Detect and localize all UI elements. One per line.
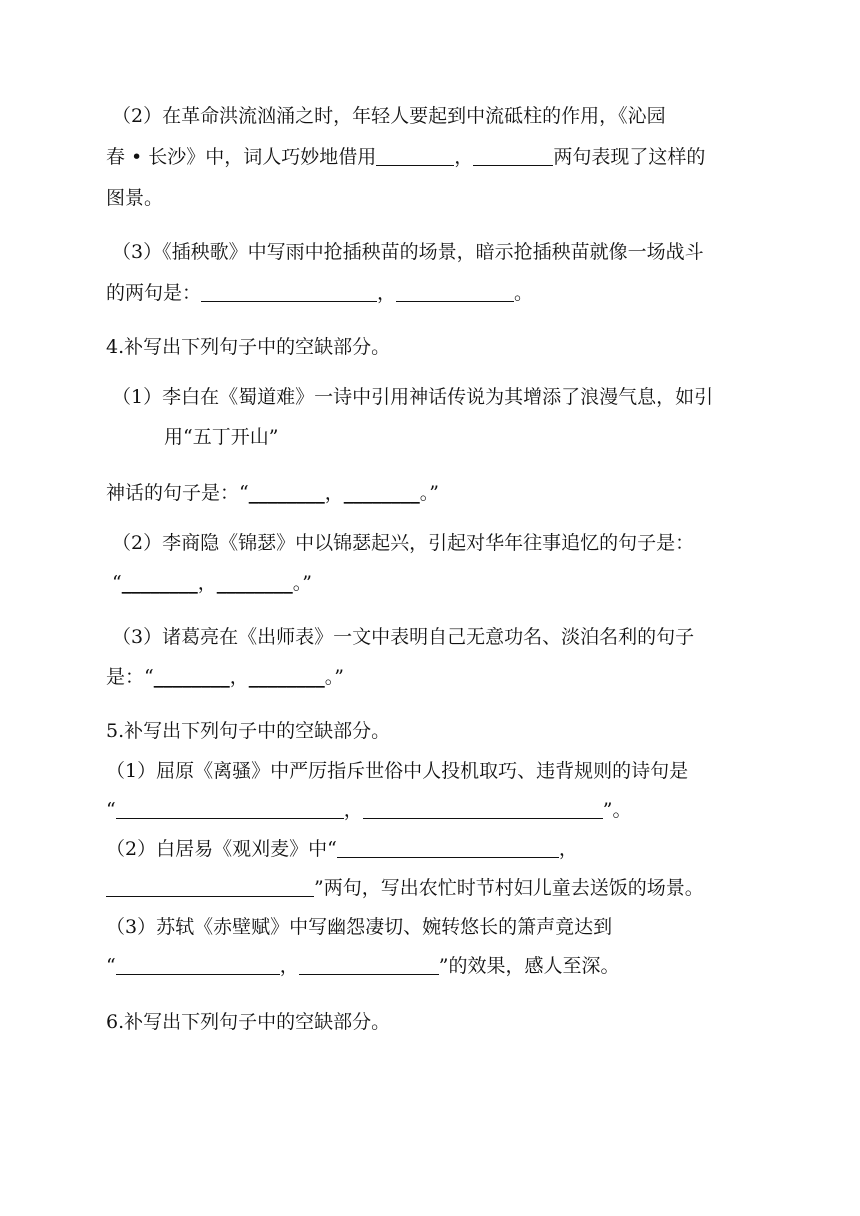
q3-p3-line2: 的两句是： ， 。 (106, 282, 534, 304)
q6-title: 6.补写出下列句子中的空缺部分。 (106, 1011, 391, 1033)
answer-blank[interactable]: ________ (153, 666, 230, 688)
q5-title: 5.补写出下列句子中的空缺部分。 (106, 720, 391, 742)
q4-p3-line1: （3）诸葛亮在《出师表》一文中表明自己无意功名、淡泊名利的句子 (112, 626, 695, 648)
q4-p3-line2: 是：“________，________。” (106, 666, 344, 688)
answer-blank[interactable] (337, 837, 559, 858)
q5-p2-line1: （2）白居易《观刈麦》中“ ， (106, 838, 578, 860)
answer-blank[interactable]: ________ (216, 572, 293, 594)
q5-p3-line2: “ ， ”的效果，感人至深。 (106, 955, 620, 977)
answer-blank[interactable]: ________ (248, 482, 325, 504)
q4-p1-line1: （1）李白在《蜀道难》一诗中引用神话传说为其增添了浪漫气息，如引 (112, 386, 714, 408)
answer-blank[interactable]: ________ (121, 572, 198, 594)
q4-p1-line2: 用“五丁开山” (164, 426, 279, 448)
answer-blank[interactable] (201, 281, 377, 302)
q4-p1-line3: 神话的句子是：“________，________。” (106, 482, 439, 504)
answer-blank[interactable] (396, 281, 514, 302)
answer-blank[interactable] (116, 954, 280, 975)
answer-blank[interactable]: ________ (248, 666, 325, 688)
answer-blank[interactable] (106, 876, 314, 897)
q5-p3-line1: （3）苏轼《赤壁赋》中写幽怨凄切、婉转悠长的箫声竟达到 (106, 916, 613, 938)
answer-blank[interactable]: ________ (343, 482, 420, 504)
q4-title: 4.补写出下列句子中的空缺部分。 (106, 336, 391, 358)
q5-p1-line1: （1）屈原《离骚》中严厉指斥世俗中人投机取巧、违背规则的诗句是 (106, 760, 689, 782)
q5-p2-line2: ”两句，写出农忙时节村妇儿童去送饭的场景。 (106, 876, 704, 900)
answer-blank[interactable] (473, 145, 553, 166)
answer-blank[interactable] (376, 145, 454, 166)
q4-p2-line2: “________，________。” (112, 572, 312, 594)
q3-p2-line3: 图景。 (106, 187, 164, 209)
q3-p2-line1: （2）在革命洪流汹涌之时，年轻人要起到中流砥柱的作用，《沁园 (112, 105, 666, 127)
answer-blank[interactable] (363, 798, 603, 819)
q4-p2-line1: （2）李商隐《锦瑟》中以锦瑟起兴，引起对华年往事追忆的句子是： (112, 532, 695, 554)
q3-p3-line1: （3）《插秧歌》中写雨中抢插秧苗的场景，暗示抢插秧苗就像一场战斗 (112, 241, 704, 263)
q3-p2-line2: 春 • 长沙》中，词人巧妙地借用 ， 两句表现了这样的 (106, 146, 706, 168)
q5-p1-line2: “ ， ”。 (106, 799, 632, 821)
answer-blank[interactable] (299, 954, 439, 975)
answer-blank[interactable] (116, 798, 344, 819)
